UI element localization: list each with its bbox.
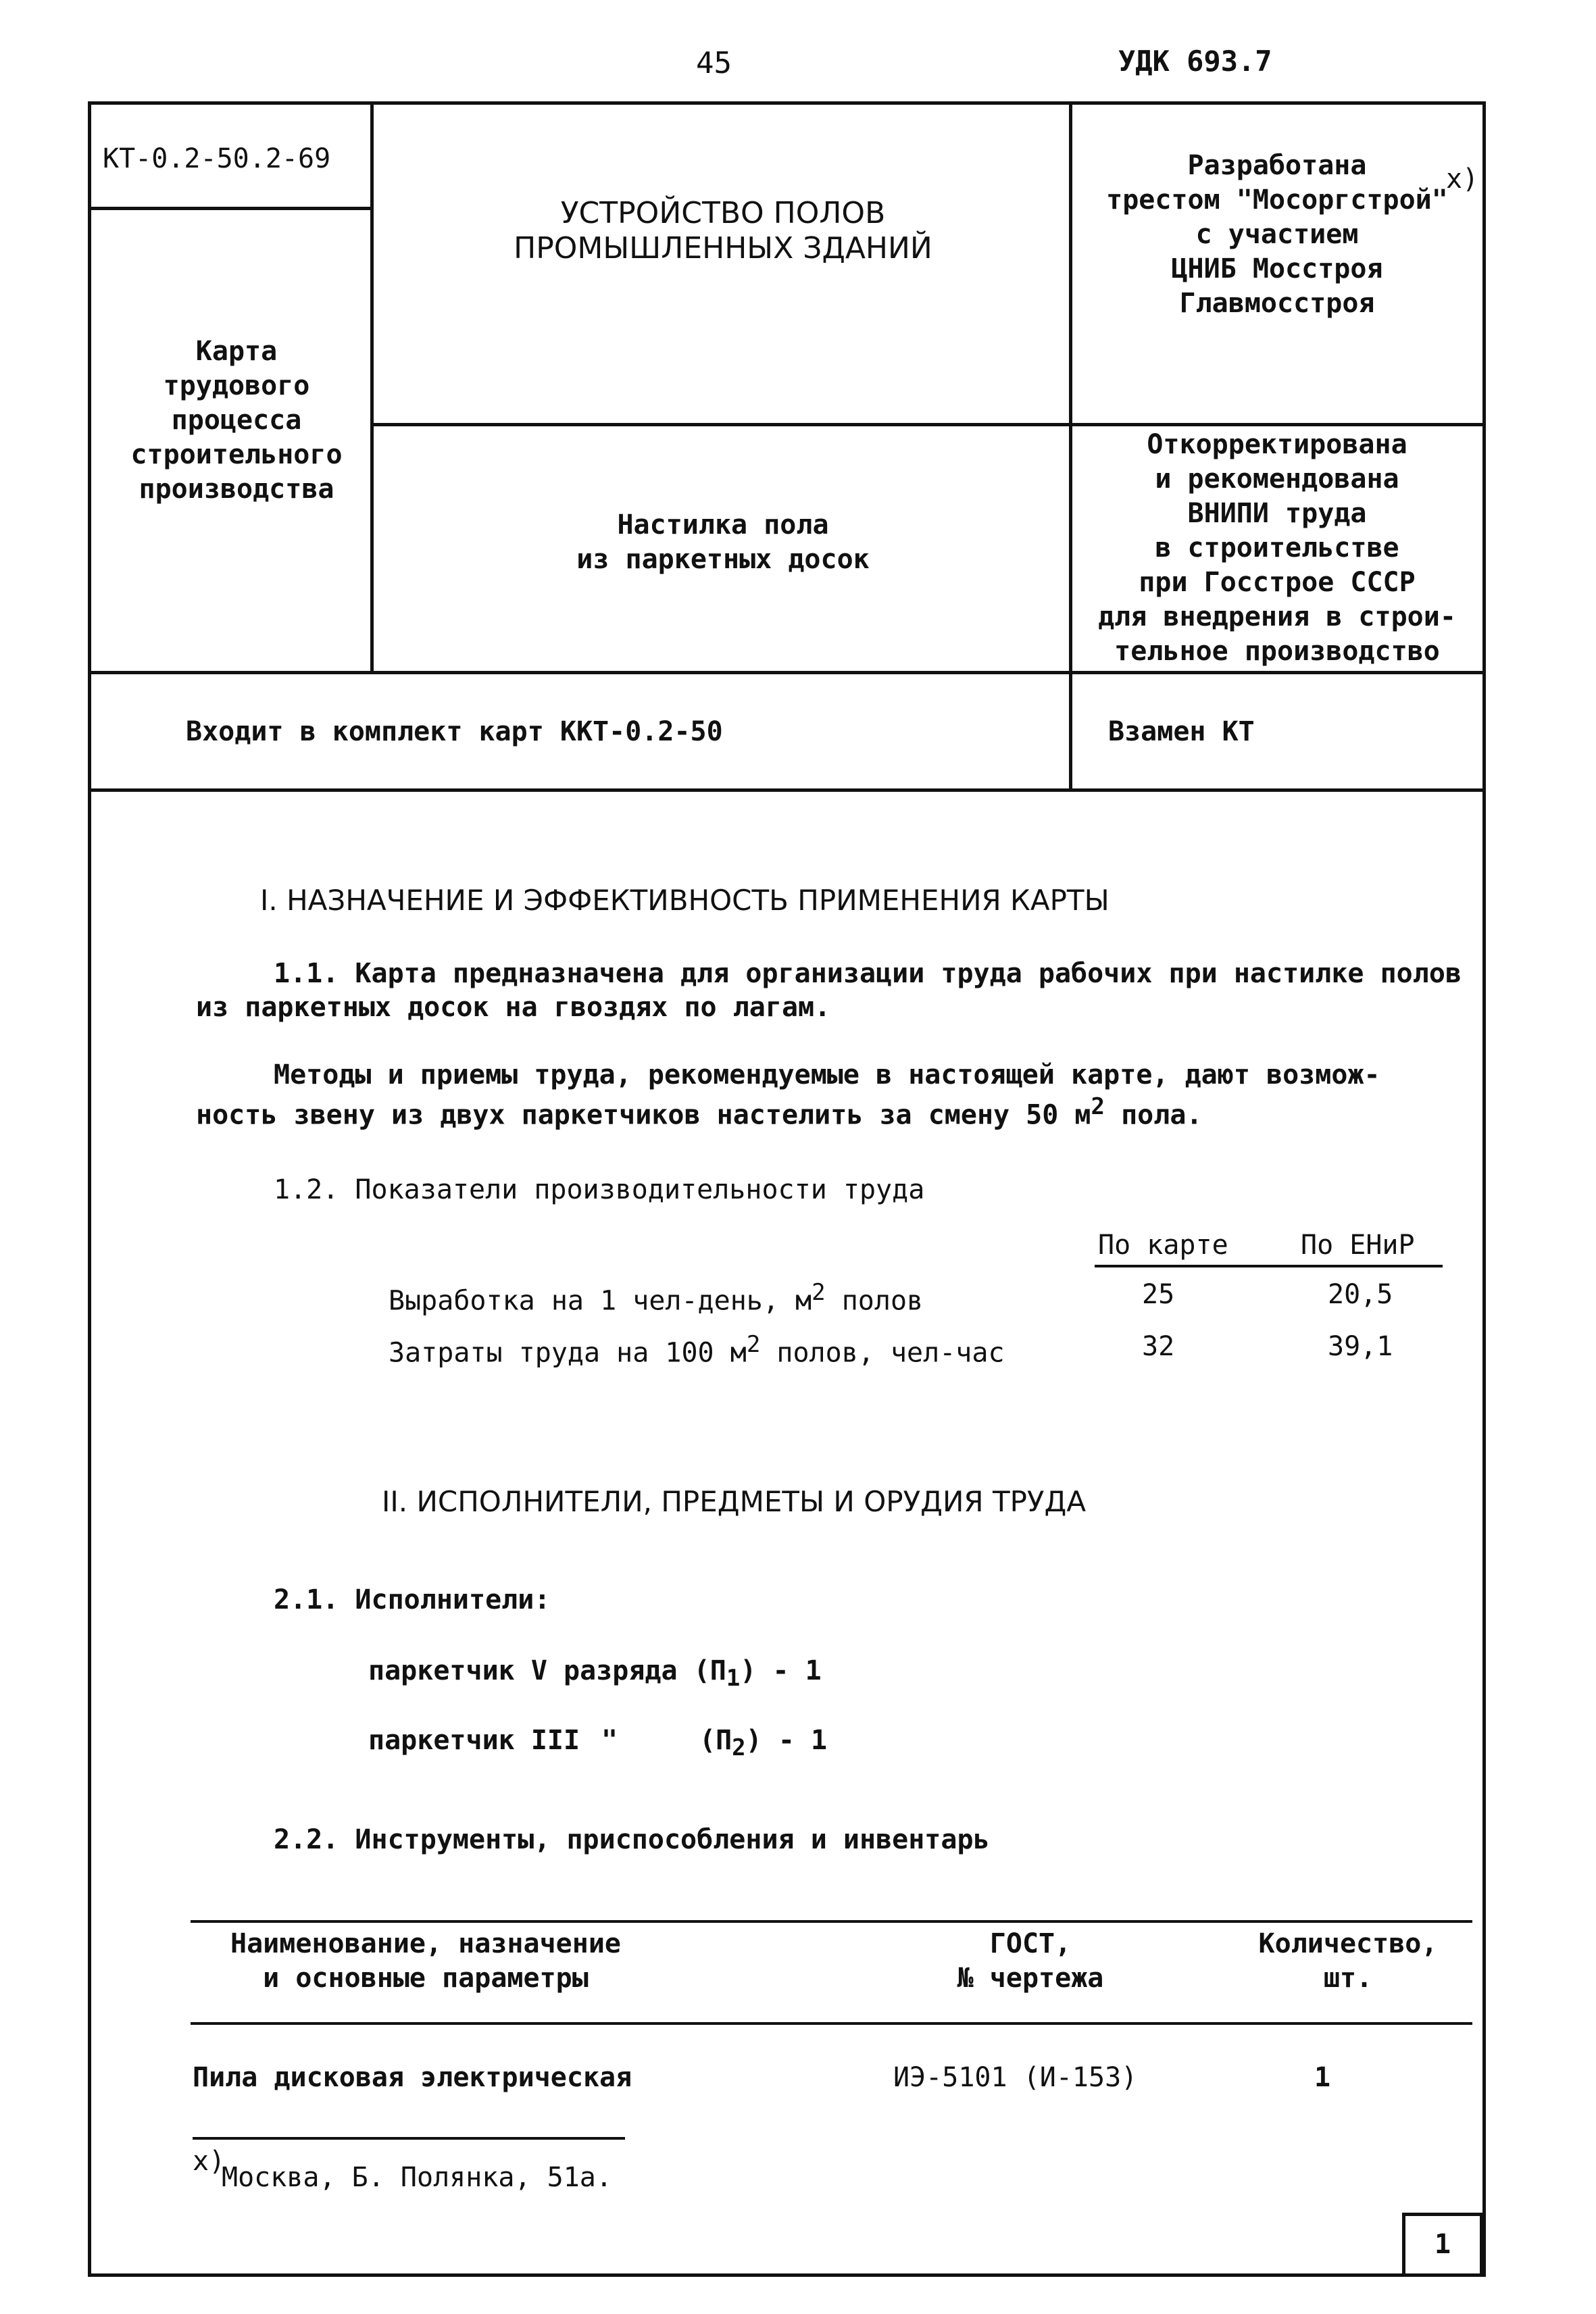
text-part: Затраты труда на 100 м [389, 1337, 747, 1369]
developer-line: Разработана [1187, 150, 1367, 181]
header-line: Количество, [1258, 1928, 1438, 1959]
subscript: 2 [732, 1734, 746, 1761]
card-type-line: трудового [163, 370, 310, 401]
text-part: пола. [1105, 1099, 1203, 1131]
table-header-quantity [1230, 1927, 1466, 1996]
kit-reference: Входит в комплект карт ККТ-0.2-50 [186, 716, 723, 747]
item-2-1: 2.1. Исполнители: [274, 1584, 551, 1615]
tool-gost: ИЭ-5101 (И-153) [893, 2062, 1138, 2093]
corrected-line: тельное производство [1114, 636, 1440, 667]
document-subtitle [378, 508, 1068, 577]
card-type [101, 334, 372, 507]
table-header-rule [191, 2022, 1472, 2025]
header-line: ГОСТ, [989, 1928, 1072, 1959]
section1-paragraph: из паркетных досок на гвоздях по лагам. [196, 992, 831, 1023]
table-top-rule [191, 1920, 1472, 1923]
column-header-enir: По ЕНиР [1301, 1230, 1415, 1261]
worker-1 [368, 1655, 822, 1692]
developer-footnote-mark: x) [1446, 164, 1479, 195]
indicator-value-card: 25 [1142, 1279, 1175, 1310]
indicator-value-enir: 20,5 [1328, 1279, 1393, 1310]
header-line: шт. [1323, 1963, 1373, 1994]
text-part: ность звену из двух паркетчиков настелить за смену 50 м [196, 1099, 1091, 1131]
corrected-line: Откорректирована [1147, 429, 1407, 460]
indicator-value-card: 32 [1142, 1331, 1175, 1362]
tool-quantity: 1 [1314, 2062, 1331, 2093]
tool-name: Пила дисковая электрическая [193, 2062, 632, 2093]
indicator-label [389, 1331, 1005, 1368]
footnote-mark: x) [193, 2146, 226, 2177]
section1-paragraph: 1.1. Карта предназначена для организации труда рабочих при настилке полов [274, 958, 1462, 989]
sheet-number: 1 [1402, 2213, 1483, 2277]
table-header-gost [855, 1927, 1206, 1996]
corrected-line: ВНИПИ труда [1187, 498, 1367, 529]
superscript: 2 [1091, 1093, 1105, 1120]
divider [88, 671, 1486, 674]
developer-line: Главмосстроя [1179, 288, 1375, 319]
indicator-value-enir: 39,1 [1328, 1331, 1393, 1362]
card-type-line: производства [139, 474, 334, 505]
udk-code: УДК 693.7 [1118, 45, 1272, 78]
superscript: 2 [746, 1331, 761, 1358]
page-number-top: 45 [696, 46, 732, 80]
card-type-line: Карта [195, 336, 278, 367]
correction-info [1071, 428, 1483, 669]
footnote-text: Москва, Б. Полянка, 51а. [222, 2162, 612, 2193]
title-line: ПРОМЫШЛЕННЫХ ЗДАНИЙ [514, 231, 932, 266]
item-1-2: 1.2. Показатели производительности труда [274, 1174, 925, 1205]
corrected-line: в строительстве [1155, 532, 1399, 563]
worker-2-label: паркетчик III [368, 1725, 580, 1756]
header-line: и основные параметры [263, 1963, 589, 1994]
corrected-line: при Госстрое СССР [1139, 567, 1416, 598]
header-line: № чертежа [957, 1963, 1104, 1994]
section1-paragraph [196, 1093, 1203, 1130]
replaces-reference: Взамен КТ [1108, 716, 1255, 747]
text-part: Выработка на 1 чел-день, м [389, 1285, 812, 1317]
text-part: полов, чел-час [760, 1337, 1005, 1369]
worker-2-code [699, 1725, 827, 1761]
divider [88, 207, 372, 210]
column-header-card: По карте [1098, 1230, 1228, 1261]
text-part: полов [825, 1285, 924, 1317]
title-line: УСТРОЙСТВО ПОЛОВ [560, 196, 886, 230]
card-code: КТ-0.2-50.2-69 [103, 143, 331, 174]
corrected-line: для внедрения в строи- [1098, 601, 1456, 632]
footnote-rule [193, 2137, 625, 2140]
text-part: ) - 1 [745, 1725, 828, 1756]
document-title [378, 196, 1068, 266]
developer-info [1074, 149, 1480, 321]
indicator-label [389, 1279, 923, 1316]
section1-paragraph: Методы и приемы труда, рекомендуемые в настоящей карте, дают возмож- [274, 1059, 1380, 1090]
developer-line: ЦНИБ Мосстроя [1171, 253, 1383, 284]
divider [370, 423, 1486, 426]
section1-heading: I. НАЗНАЧЕНИЕ И ЭФФЕКТИВНОСТЬ ПРИМЕНЕНИЯ КАРТЫ [260, 884, 1109, 917]
text-part: ) - 1 [740, 1655, 822, 1686]
ditto-mark: " [601, 1725, 618, 1756]
developer-line: с участием [1195, 219, 1359, 250]
divider [88, 788, 1486, 792]
subscript: 1 [726, 1665, 741, 1692]
table-header-name [196, 1927, 655, 1996]
text-part: (П [699, 1725, 732, 1756]
corrected-line: и рекомендована [1155, 463, 1399, 495]
card-type-line: строительного [130, 439, 343, 470]
superscript: 2 [812, 1279, 826, 1306]
subtitle-line: из паркетных досок [576, 544, 870, 575]
header-line: Наименование, назначение [230, 1928, 621, 1959]
subtitle-line: Настилка пола [617, 509, 829, 540]
section2-heading: II. ИСПОЛНИТЕЛИ, ПРЕДМЕТЫ И ОРУДИЯ ТРУДА [382, 1485, 1087, 1518]
item-2-2: 2.2. Инструменты, приспособления и инвентарь [274, 1824, 990, 1855]
developer-line: трестом "Мосоргстрой" [1106, 184, 1448, 216]
card-type-line: процесса [171, 405, 302, 436]
text-part: паркетчик V разряда (П [368, 1655, 726, 1686]
header-underline [1095, 1265, 1443, 1267]
